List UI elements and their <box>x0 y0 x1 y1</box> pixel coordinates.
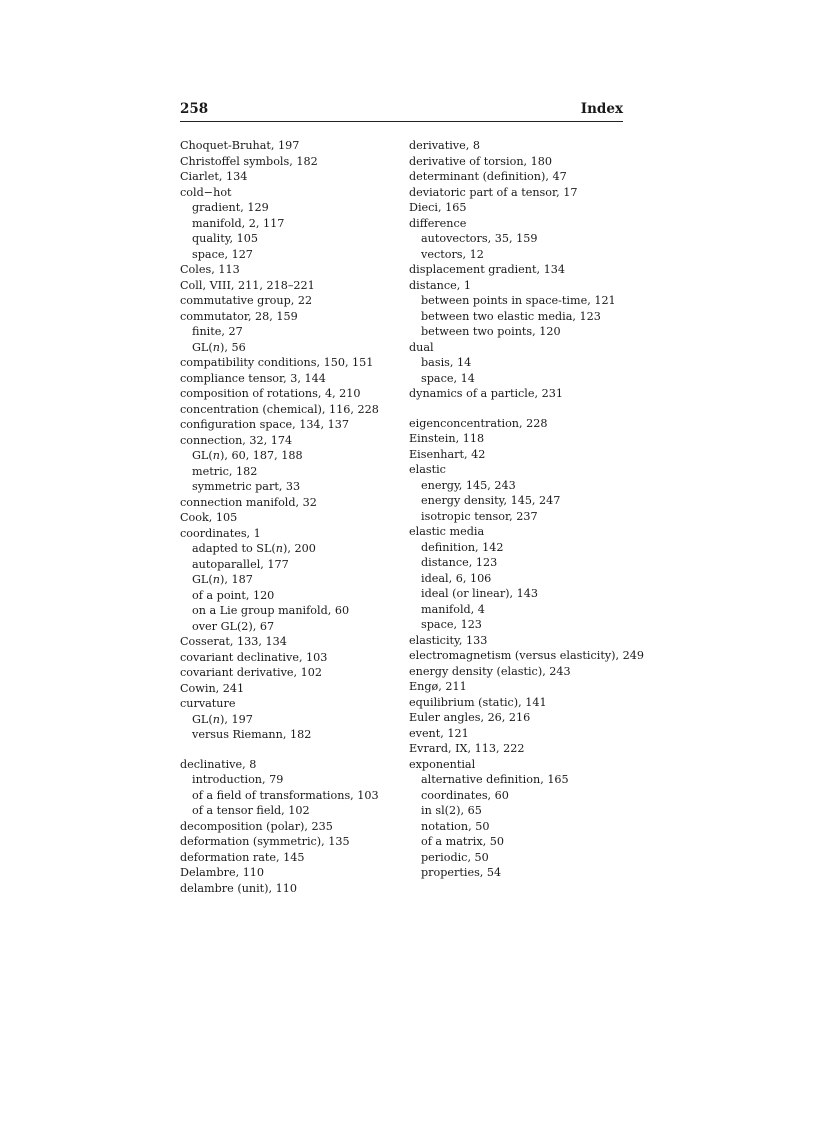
index-entry: concentration (chemical), 116, 228 <box>180 402 379 416</box>
index-entry: Euler angles, 26, 216 <box>409 711 531 724</box>
index-entry: event, 121 <box>409 726 469 740</box>
index-subentry: manifold, 2, 117 <box>192 216 285 230</box>
index-entry: connection, 32, 174 <box>180 433 293 447</box>
index-subentry: space, 123 <box>421 618 482 631</box>
index-entry: elastic media <box>409 525 485 538</box>
index-entry: displacement gradient, 134 <box>409 263 565 276</box>
index-subentry: distance, 123 <box>421 556 498 569</box>
index-subentry: introduction, 79 <box>192 773 284 786</box>
index-subentry: gradient, 129 <box>192 201 269 214</box>
index-subentry: between two points, 120 <box>421 325 561 338</box>
section-gap <box>409 402 639 416</box>
index-entry: cold−hot <box>180 185 232 199</box>
index-subentry: alternative definition, 165 <box>421 773 569 786</box>
index-entry: curvature <box>180 697 236 710</box>
index-subentry: autoparallel, 177 <box>192 557 289 571</box>
index-subentry: energy density, 145, 247 <box>421 494 561 507</box>
index-subentry: over GL(2), 67 <box>192 619 275 633</box>
index-entry: declinative, 8 <box>180 757 257 771</box>
index-entry: difference <box>409 216 467 230</box>
index-column-left <box>180 138 400 896</box>
index-column-right <box>409 138 644 881</box>
index-entry: Christoffel symbols, 182 <box>180 154 318 168</box>
index-subentry: in sl(2), 65 <box>421 804 482 817</box>
index-entry: Engø, 211 <box>409 680 467 693</box>
index-subentry: of a point, 120 <box>192 588 275 602</box>
index-subentry: between two elastic media, 123 <box>421 309 601 323</box>
index-entry: commutative group, 22 <box>180 294 313 307</box>
index-entry: connection manifold, 32 <box>180 495 317 509</box>
index-entry: delambre (unit), 110 <box>180 881 298 895</box>
index-subentry: periodic, 50 <box>421 850 489 864</box>
index-subentry: ideal (or linear), 143 <box>421 587 538 600</box>
index-subentry: GL(n), 187 <box>192 573 253 586</box>
index-subentry: isotropic tensor, 237 <box>421 509 538 523</box>
index-entry: elastic <box>409 463 446 476</box>
index-entry: Ciarlet, 134 <box>180 170 248 183</box>
index-entry: deviatoric part of a tensor, 17 <box>409 185 578 199</box>
index-entry: exponential <box>409 757 476 771</box>
index-entry: covariant declinative, 103 <box>180 650 328 664</box>
index-subentry: GL(n), 56 <box>192 340 246 354</box>
page-title: Index <box>580 101 623 117</box>
index-entry: dual <box>409 340 434 354</box>
index-subentry: metric, 182 <box>192 464 258 478</box>
index-subentry: energy, 145, 243 <box>421 478 516 492</box>
index-subentry: of a matrix, 50 <box>421 835 505 848</box>
index-entry: dynamics of a particle, 231 <box>409 387 563 400</box>
index-subentry: of a field of transformations, 103 <box>192 788 379 802</box>
index-subentry: space, 127 <box>192 247 253 261</box>
index-subentry: notation, 50 <box>421 819 490 833</box>
index-entry: commutator, 28, 159 <box>180 309 298 323</box>
index-entry: Coll, VIII, 211, 218–221 <box>180 278 315 292</box>
index-entry: compliance tensor, 3, 144 <box>180 371 326 385</box>
index-subentry: properties, 54 <box>421 866 502 879</box>
index-entry: derivative of torsion, 180 <box>409 154 553 168</box>
index-entry: equilibrium (static), 141 <box>409 695 547 709</box>
section-gap <box>180 743 400 757</box>
index-entry: configuration space, 134, 137 <box>180 418 350 431</box>
index-entry: elasticity, 133 <box>409 633 488 647</box>
index-entry: deformation (symmetric), 135 <box>180 835 350 848</box>
index-entry: Cook, 105 <box>180 511 238 524</box>
index-entry: Coles, 113 <box>180 263 240 276</box>
index-subentry: GL(n), 60, 187, 188 <box>192 449 303 462</box>
index-subentry: coordinates, 60 <box>421 788 509 802</box>
index-entry: compatibility conditions, 150, 151 <box>180 356 374 369</box>
index-entry: Evrard, IX, 113, 222 <box>409 742 525 755</box>
index-entry: Dieci, 165 <box>409 201 467 214</box>
index-entry: decomposition (polar), 235 <box>180 819 333 833</box>
index-subentry: vectors, 12 <box>421 247 484 261</box>
index-subentry: ideal, 6, 106 <box>421 571 492 585</box>
index-entry: Cowin, 241 <box>180 681 245 695</box>
index-subentry: finite, 27 <box>192 325 243 338</box>
index-subentry: symmetric part, 33 <box>192 480 301 493</box>
index-entry: coordinates, 1 <box>180 526 261 540</box>
index-entry: determinant (definition), 47 <box>409 170 567 183</box>
index-entry: distance, 1 <box>409 278 471 292</box>
index-subentry: quality, 105 <box>192 232 258 245</box>
page-header <box>180 101 623 122</box>
index-entry: electromagnetism (versus elasticity), 249 <box>409 649 644 662</box>
index-subentry: of a tensor field, 102 <box>192 804 310 817</box>
index-entry: Choquet-Bruhat, 197 <box>180 139 300 152</box>
index-entry: Einstein, 118 <box>409 432 485 445</box>
index-subentry: on a Lie group manifold, 60 <box>192 604 350 617</box>
index-subentry: definition, 142 <box>421 540 504 554</box>
index-subentry: basis, 14 <box>421 356 472 369</box>
index-entry: deformation rate, 145 <box>180 850 305 864</box>
index-entry: energy density (elastic), 243 <box>409 664 571 678</box>
index-entry: derivative, 8 <box>409 139 480 152</box>
index-subentry: autovectors, 35, 159 <box>421 232 538 245</box>
index-subentry: between points in space-time, 121 <box>421 294 616 307</box>
index-subentry: manifold, 4 <box>421 602 485 616</box>
index-subentry: space, 14 <box>421 371 475 385</box>
index-entry: eigenconcentration, 228 <box>409 416 548 430</box>
index-subentry: GL(n), 197 <box>192 712 253 726</box>
index-entry: Delambre, 110 <box>180 866 265 879</box>
index-subentry: adapted to SL(n), 200 <box>192 542 316 555</box>
index-entry: composition of rotations, 4, 210 <box>180 387 361 400</box>
index-entry: covariant derivative, 102 <box>180 666 323 679</box>
page-number: 258 <box>180 101 209 117</box>
index-entry: Eisenhart, 42 <box>409 447 486 461</box>
index-subentry: versus Riemann, 182 <box>192 728 312 741</box>
index-entry: Cosserat, 133, 134 <box>180 635 287 648</box>
